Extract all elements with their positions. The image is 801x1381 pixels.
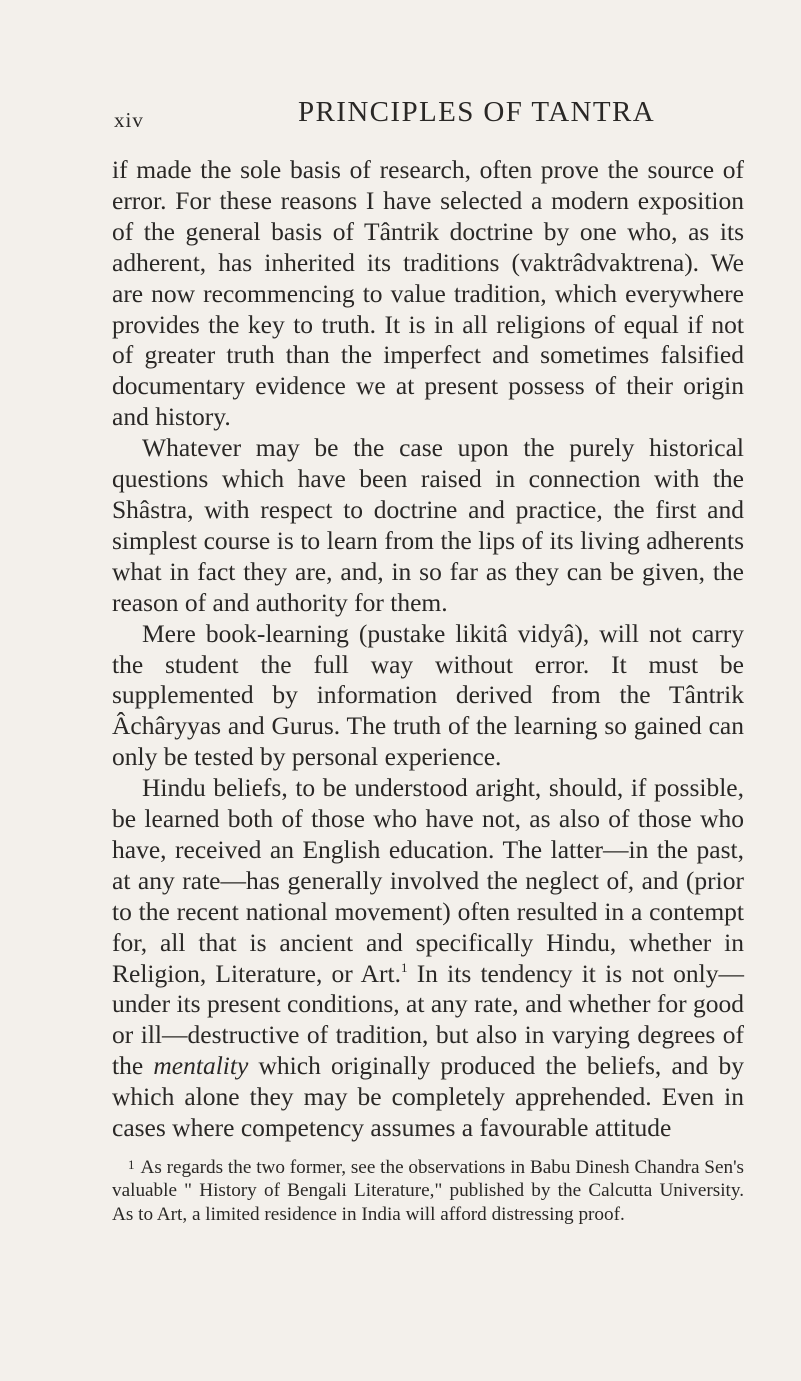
paragraph-text: which originally produced the beliefs, and by which alone they may be completely apprehended. Even in cases where competency assumes a favourable attitude [112,1051,745,1143]
paragraph: if made the sole basis of research, often prove the source of error. For these reasons I have selected a modern exposition of the general basis of Tântrik doctrine by one who, as its adherent, has inherited its traditions (vaktrâdvaktrena). We are now recommencing to value tradition, which everywhere provides the key to truth. It is in all religions of equal if not of greater truth than the imperfect and sometimes falsified documentary evidence we at present possess of their origin and history. [112,155,744,432]
footnote-marker: 1 [128,1157,135,1172]
paragraph: Mere book-learning (pustake likitâ vidyâ), will not carry the student the full way without error. It must be supplemented by information derived from the Tântrik Âchâryyas and Gurus. The truth of the learning so gained can only be tested by personal experience. [112,618,744,772]
paragraph-text: Hindu beliefs, to be understood aright, should, if possible, be learned both of those who have not, as also of those who have, received an English education. The latter—in the past, at any rate—has generally involved the neglect of, and (prior to the recent national movement) often resulted in a contempt for, all that is ancient and specifically Hindu, whether in Religion, Literature, or Art. [112,773,744,988]
italic-term: mentality [153,1051,249,1081]
body-text [112,155,744,1144]
footnote-text [112,1153,744,1226]
paragraph-text: In its tendency it is not only—under its present conditions, at any rate, and whether for good or ill—destructive of tradition, but also in varying degrees of the [112,958,744,1081]
page-header [0,96,801,136]
running-head: PRINCIPLES OF TANTRA [298,96,656,128]
footnote-body: As regards the two former, see the observations in Babu Dinesh Chandra Sen's valuable " History of Bengali Literature," published by the Calcutta University. As to Art, a limited residence in India will afford distressing proof. [112,1157,744,1225]
footnote-reference[interactable]: 1 [400,959,408,975]
page-number: xiv [114,108,144,132]
paragraph [112,773,744,1144]
footnote [112,1153,744,1226]
paragraph: Whatever may be the case upon the purely historical questions which have been raised in connection with the Shâstra, with respect to doctrine and practice, the first and simplest course is to learn from the lips of its living adherents what in fact they are, and, in so far as they can be given, the reason of and authority for them. [112,433,744,617]
